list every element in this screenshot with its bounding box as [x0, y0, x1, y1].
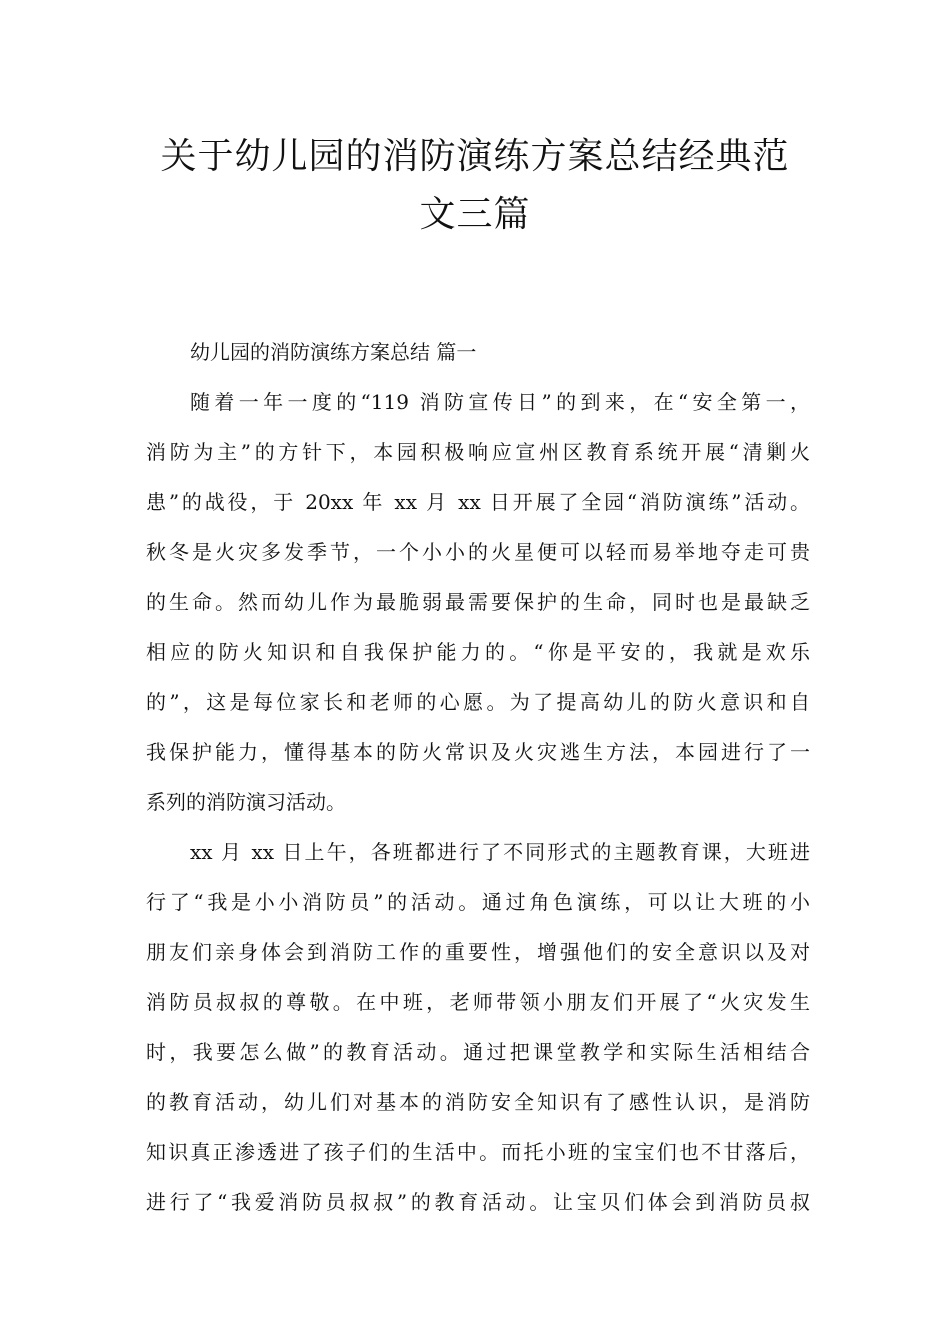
paragraph-line: 患”的战役，于 20xx 年 xx 月 xx 日开展了全园“消防演练”活动。 — [146, 490, 810, 514]
document-title — [140, 128, 810, 244]
paragraph-line: 消防员叔叔的尊敬。在中班，老师带领小朋友们开展了“火灾发生 — [146, 990, 810, 1014]
paragraph-line: 的”，这是每位家长和老师的心愿。为了提高幼儿的防火意识和自 — [146, 690, 810, 714]
paragraph-line: 朋友们亲身体会到消防工作的重要性，增强他们的安全意识以及对 — [146, 940, 810, 964]
title-line-1: 关于幼儿园的消防演练方案总结经典范 — [160, 136, 790, 177]
paragraph-line: 秋冬是火灾多发季节，一个小小的火星便可以轻而易举地夺走可贵 — [146, 540, 810, 564]
paragraph-line: 进行了“我爱消防员叔叔”的教育活动。让宝贝们体会到消防员叔 — [146, 1190, 810, 1214]
paragraph-line: 时，我要怎么做”的教育活动。通过把课堂教学和实际生活相结合 — [146, 1040, 810, 1064]
paragraph-line: 的教育活动，幼儿们对基本的消防安全知识有了感性认识，是消防 — [146, 1090, 810, 1114]
document-body — [146, 332, 810, 1232]
paragraph-line: 的生命。然而幼儿作为最脆弱最需要保护的生命，同时也是最缺乏 — [146, 590, 810, 614]
section-heading: 幼儿园的消防演练方案总结 篇一 — [190, 340, 477, 364]
paragraph-line: xx 月 xx 日上午，各班都进行了不同形式的主题教育课，大班进 — [190, 840, 810, 864]
paragraph-line: 行了“我是小小消防员”的活动。通过角色演练，可以让大班的小 — [146, 890, 810, 914]
paragraph-line: 相应的防火知识和自我保护能力的。“你是平安的，我就是欢乐 — [146, 640, 810, 664]
title-line-2: 文三篇 — [419, 194, 531, 235]
paragraph-line: 我保护能力，懂得基本的防火常识及火灾逃生方法，本园进行了一 — [146, 740, 810, 764]
paragraph-line: 随着一年一度的“119 消防宣传日”的到来，在“安全第一， — [190, 390, 810, 414]
paragraph-line: 消防为主”的方针下，本园积极响应宣州区教育系统开展“清剿火 — [146, 440, 810, 464]
paragraph-line: 知识真正渗透进了孩子们的生活中。而托小班的宝宝们也不甘落后， — [146, 1140, 810, 1164]
paragraph-line: 系列的消防演习活动。 — [146, 790, 346, 814]
